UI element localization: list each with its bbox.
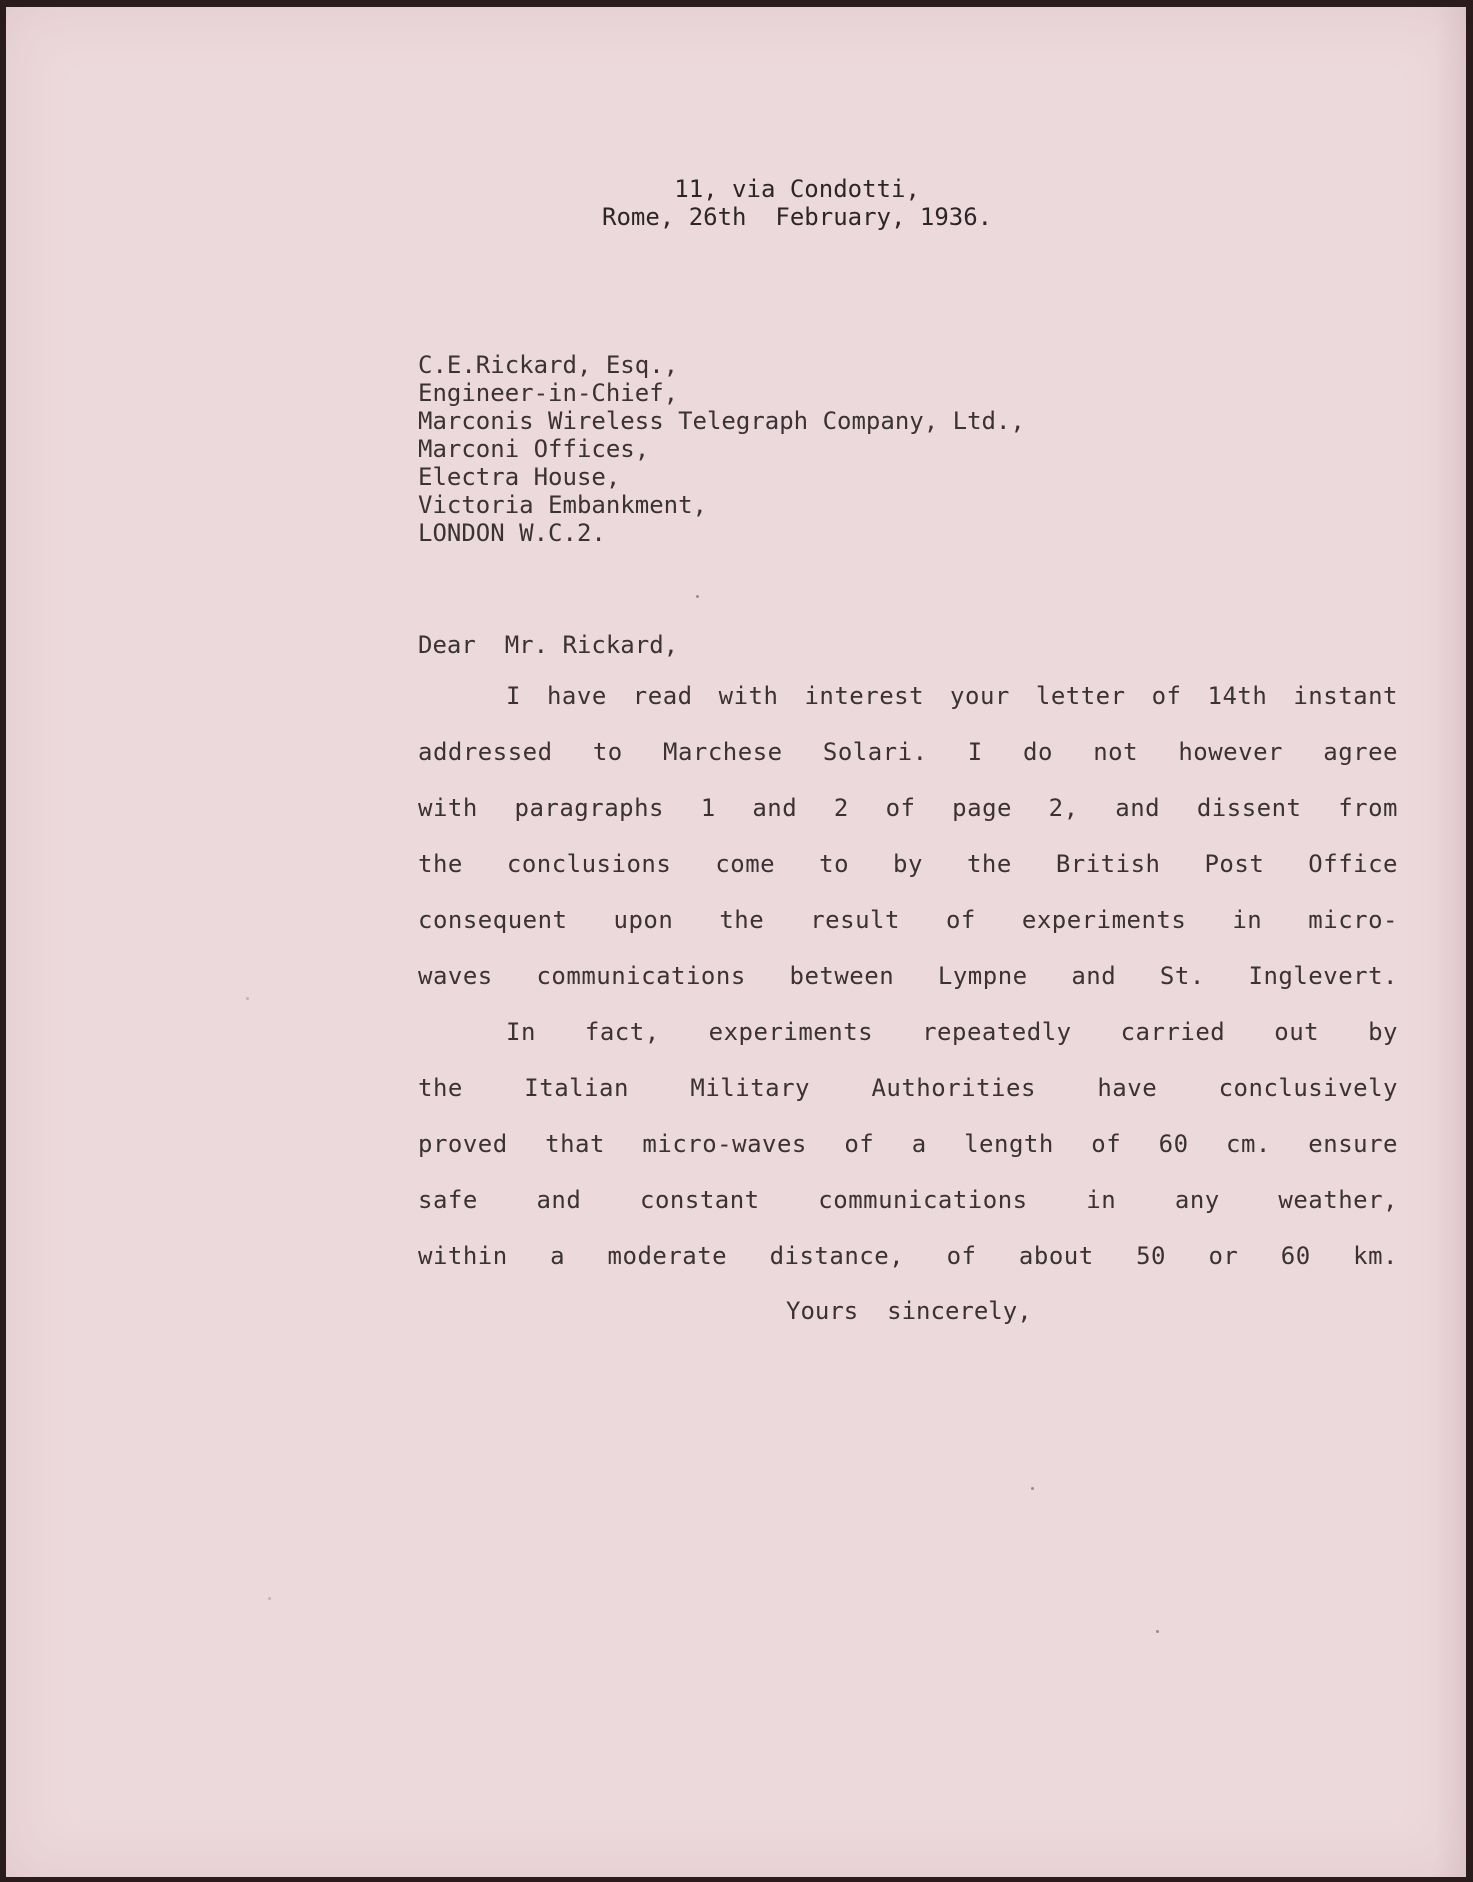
paper-speck bbox=[1031, 1487, 1034, 1490]
body-line: addressed to Marchese Solari. I do not however agree bbox=[418, 738, 1398, 766]
body-line: with paragraphs 1 and 2 of page 2, and dissent from bbox=[418, 794, 1398, 822]
body-line: the Italian Military Authorities have conclusively bbox=[418, 1074, 1398, 1102]
address-line: C.E.Rickard, Esq., bbox=[418, 351, 679, 379]
body-line: I have read with interest your letter of 14th instant bbox=[506, 682, 1398, 710]
closing: Yours sincerely, bbox=[786, 1297, 1032, 1325]
paper-speck bbox=[268, 1597, 271, 1600]
address-line: Engineer-in-Chief, bbox=[418, 379, 679, 407]
salutation: Dear Mr. Rickard, bbox=[418, 631, 679, 659]
body-line: consequent upon the result of experiments in micro- bbox=[418, 906, 1398, 934]
body-line: the conclusions come to by the British Post Office bbox=[418, 850, 1398, 878]
body-line: safe and constant communications in any weather, bbox=[418, 1186, 1398, 1214]
address-line: Marconi Offices, bbox=[418, 435, 650, 463]
address-line: Marconis Wireless Telegraph Company, Ltd., bbox=[418, 407, 1025, 435]
paper-speck bbox=[1156, 1630, 1159, 1633]
paper-speck bbox=[246, 997, 249, 1000]
address-line: Victoria Embankment, bbox=[418, 491, 707, 519]
address-line: LONDON W.C.2. bbox=[418, 519, 606, 547]
address-line: Electra House, bbox=[418, 463, 621, 491]
letter-page bbox=[6, 7, 1466, 1877]
body-line: proved that micro-waves of a length of 60 cm. ensure bbox=[418, 1130, 1398, 1158]
recipient-address bbox=[418, 351, 1025, 547]
heading-date-line: Rome, 26th February, 1936. bbox=[602, 203, 993, 231]
body-line: In fact, experiments repeatedly carried out by bbox=[506, 1018, 1398, 1046]
letter-heading bbox=[602, 175, 992, 231]
body-line: waves communications between Lympne and St. Inglevert. bbox=[418, 962, 1398, 990]
page-edge-shading bbox=[1436, 7, 1466, 1877]
paper-speck bbox=[696, 595, 699, 598]
body-line: within a moderate distance, of about 50 or 60 km. bbox=[418, 1242, 1398, 1270]
heading-address-line: 11, via Condotti, bbox=[674, 175, 920, 203]
